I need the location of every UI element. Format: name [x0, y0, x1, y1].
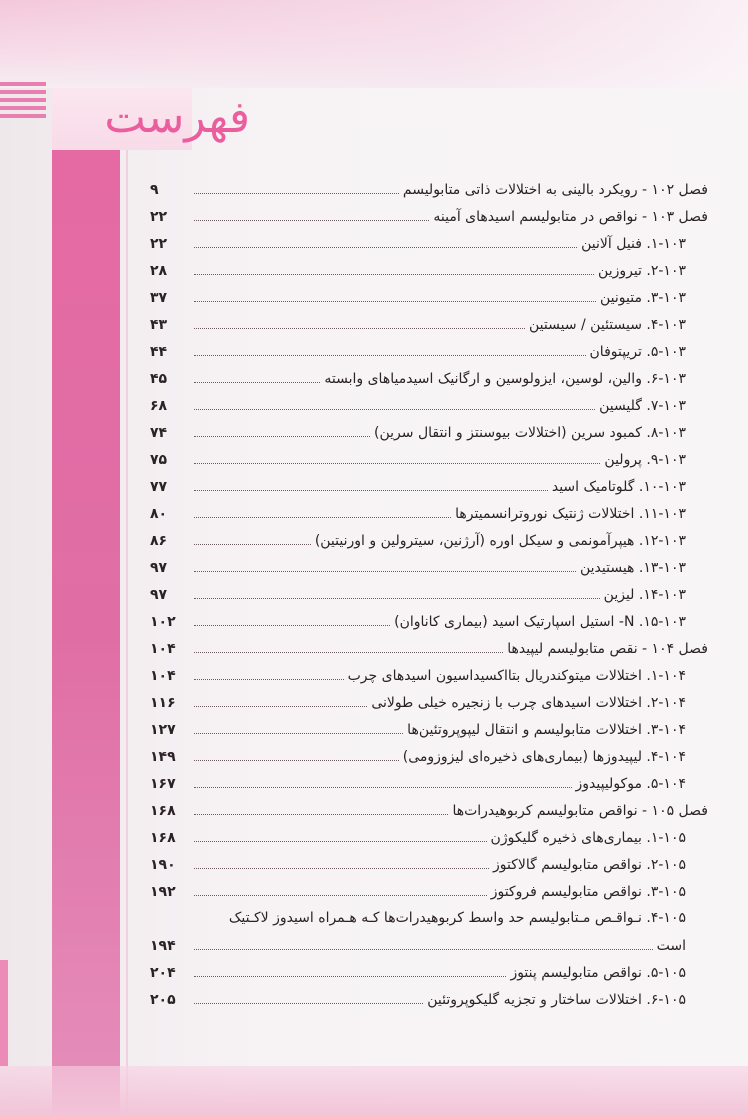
- toc-entry-label: ۱۱-۱۰۳. اختلالات ژنتیک نوروترانسمیترها: [455, 505, 686, 522]
- toc-entry-label: فصل ۱۰۲ - رویکرد بالینی به اختلالات ذاتی متابولیسم: [402, 181, 708, 198]
- toc-entry[interactable]: [150, 176, 708, 203]
- toc-entry-page: ۶۸: [150, 397, 168, 414]
- dot-leader: [194, 1003, 423, 1004]
- toc-entry-label: فصل ۱۰۳ - نواقص در متابولیسم اسیدهای آمینه: [433, 208, 708, 225]
- toc-entry[interactable]: [150, 446, 708, 473]
- toc-entry[interactable]: [150, 662, 708, 689]
- dot-leader: [194, 949, 653, 950]
- toc-entry-label: ۴-۱۰۳. سیستئین / سیستین: [529, 316, 686, 333]
- toc-entry[interactable]: [150, 743, 708, 770]
- toc-entry-page: ۲۲: [150, 208, 168, 225]
- dot-leader: [194, 976, 506, 977]
- page-title: فهرست: [104, 92, 250, 143]
- toc-entry-page: ۱۰۴: [150, 667, 176, 684]
- dot-leader: [194, 706, 367, 707]
- toc-entry-page: ۷۵: [150, 451, 168, 468]
- toc-entry[interactable]: [150, 824, 708, 851]
- dot-leader: [194, 463, 600, 464]
- toc-entry-page: ۱۱۶: [150, 694, 176, 711]
- toc-entry[interactable]: [150, 689, 708, 716]
- dot-leader: [194, 787, 572, 788]
- dot-leader: [194, 274, 594, 275]
- toc-entry-page: ۳۷: [150, 289, 168, 306]
- dot-leader: [194, 490, 548, 491]
- side-bar: [52, 150, 120, 1116]
- dot-leader: [194, 598, 600, 599]
- decorative-stripes: [0, 82, 46, 124]
- toc-entry-label: ۳-۱۰۵. نواقص متابولیسم فروکتوز: [490, 883, 686, 900]
- toc-entry[interactable]: [150, 230, 708, 257]
- toc-entry-page: ۲۸: [150, 262, 168, 279]
- toc-entry-page: ۲۰۵: [150, 991, 176, 1008]
- toc-entry-page: ۷۷: [150, 478, 168, 495]
- toc-entry-label: ۴-۱۰۴. لیپیدوزها (بیماری‌های ذخیره‌ای لیزوزومی): [402, 748, 686, 765]
- toc-entry-label: ۱-۱۰۴. اختلالات میتوکندریال بتااکسیداسیون اسیدهای چرب: [347, 667, 686, 684]
- toc-entry-label: ۲-۱۰۵. نواقص متابولیسم گالاکتوز: [492, 856, 686, 873]
- toc-entry-label: ۱۳-۱۰۳. هیستیدین: [579, 559, 686, 576]
- toc-entry-page: ۹۷: [150, 586, 168, 603]
- toc-entry[interactable]: [150, 878, 708, 905]
- toc-entry[interactable]: [150, 986, 708, 1013]
- toc-entry-page: ۱۶۸: [150, 829, 176, 846]
- toc-entry-label: ۲-۱۰۴. اختلالات اسیدهای چرب با زنجیره خیلی طولانی: [371, 694, 686, 711]
- dot-leader: [194, 895, 487, 896]
- dot-leader: [194, 760, 399, 761]
- dot-leader: [194, 733, 403, 734]
- toc-entry[interactable]: [150, 419, 708, 446]
- dot-leader: [194, 868, 489, 869]
- toc-entry-label: ۴-۱۰۵. نـواقـص مـتابولیسم حد واسط کربوهیدرات‌ها کـه هـمراه اسیدوز لاکـتیک: [228, 910, 686, 926]
- toc-entry[interactable]: [150, 554, 708, 581]
- toc-entry[interactable]: [150, 851, 708, 878]
- toc-entry[interactable]: [150, 500, 708, 527]
- toc-entry-label: ۷-۱۰۳. گلیسین: [599, 397, 686, 414]
- dot-leader: [194, 328, 525, 329]
- dot-leader: [194, 436, 370, 437]
- dot-leader: [194, 247, 577, 248]
- toc-entry[interactable]: [150, 959, 708, 986]
- dot-leader: [194, 652, 503, 653]
- toc-entry[interactable]: [150, 527, 708, 554]
- toc-entry-label-continued: است: [656, 937, 686, 954]
- dot-leader: [194, 301, 596, 302]
- dot-leader: [194, 841, 487, 842]
- toc-entry-label: فصل ۱۰۴ - نقص متابولیسم لیپیدها: [507, 640, 708, 657]
- footer-band: [0, 1066, 748, 1116]
- dot-leader: [194, 355, 586, 356]
- toc-entry-page: ۱۹۲: [150, 883, 176, 900]
- dot-leader: [194, 382, 320, 383]
- toc-entry-page: ۴۴: [150, 343, 168, 360]
- dot-leader: [194, 814, 448, 815]
- toc-entry-page: ۱۲۷: [150, 721, 176, 738]
- toc-entry[interactable]: [150, 338, 708, 365]
- toc-entry[interactable]: [150, 797, 708, 824]
- page-edge: [126, 150, 128, 1116]
- toc-entry-page: ۹۷: [150, 559, 168, 576]
- toc-entry-label: ۹-۱۰۳. پرولین: [604, 451, 686, 468]
- toc-entry-label: ۱-۱۰۳. فنیل آلانین: [581, 235, 686, 252]
- dot-leader: [194, 517, 451, 518]
- toc-entry-page: ۱۶۷: [150, 775, 176, 792]
- dot-leader: [194, 571, 576, 572]
- toc-entry[interactable]: [150, 770, 708, 797]
- toc-entry[interactable]: [150, 365, 708, 392]
- toc-entry-label: ۲-۱۰۳. تیروزین: [598, 262, 686, 279]
- toc-entry-page: ۷۴: [150, 424, 168, 441]
- toc-entry-label: ۱۵-۱۰۳. N- استیل اسپارتیک اسید (بیماری کاناوان): [394, 613, 686, 630]
- toc-entry-label: فصل ۱۰۵ - نواقص متابولیسم کربوهیدرات‌ها: [452, 802, 708, 819]
- toc-entry[interactable]: [150, 905, 708, 959]
- toc-entry-page: ۸۶: [150, 532, 168, 549]
- toc-entry-page: ۱۶۸: [150, 802, 176, 819]
- toc-entry-label: ۳-۱۰۴. اختلالات متابولیسم و انتقال لیپوپروتئین‌ها: [407, 721, 686, 738]
- toc-entry[interactable]: [150, 284, 708, 311]
- toc-entry[interactable]: [150, 392, 708, 419]
- toc-entry-page: ۲۰۴: [150, 964, 176, 981]
- toc-entry[interactable]: [150, 608, 708, 635]
- toc-entry-label: ۱-۱۰۵. بیماری‌های ذخیره گلیکوژن: [490, 829, 686, 846]
- toc-entry[interactable]: [150, 635, 708, 662]
- toc-entry-label: ۱۰-۱۰۳. گلوتامیک اسید: [551, 478, 686, 495]
- toc-entry-page: ۱۴۹: [150, 748, 176, 765]
- toc-entry-label: ۵-۱۰۵. نواقص متابولیسم پنتوز: [510, 964, 686, 981]
- toc-entry-page: ۱۹۰: [150, 856, 176, 873]
- toc-entry-page: ۱۰۲: [150, 613, 176, 630]
- dot-leader: [194, 544, 311, 545]
- toc-entry-label: ۳-۱۰۳. متیونین: [600, 289, 686, 306]
- toc-entry-label: ۵-۱۰۴. موکولیپیدوز: [575, 775, 686, 792]
- toc-entry-label: ۱۴-۱۰۳. لیزین: [603, 586, 686, 603]
- toc-entry-page: ۱۹۴: [150, 937, 176, 954]
- toc-entry[interactable]: [150, 581, 708, 608]
- toc-entry[interactable]: [150, 473, 708, 500]
- dot-leader: [194, 625, 390, 626]
- toc-entry-label: ۸-۱۰۳. کمبود سرین (اختلالات بیوسنتز و انتقال سرین): [374, 424, 686, 441]
- toc-entry-label: ۶-۱۰۵. اختلالات ساختار و تجزیه گلیکوپروتئین: [427, 991, 686, 1008]
- table-of-contents: [150, 176, 708, 1013]
- header-band-fade: [0, 0, 748, 88]
- toc-entry-page: ۸۰: [150, 505, 168, 522]
- toc-entry-label: ۱۲-۱۰۳. هیپرآمونمی و سیکل اوره (آرژنین، سیترولین و اورنیتین): [314, 532, 686, 549]
- toc-entry[interactable]: [150, 203, 708, 230]
- dot-leader: [194, 679, 344, 680]
- toc-entry-page: ۹: [150, 181, 159, 198]
- toc-entry[interactable]: [150, 257, 708, 284]
- toc-entry-page: ۴۵: [150, 370, 168, 387]
- toc-entry-page: ۱۰۴: [150, 640, 176, 657]
- left-strip: [0, 960, 8, 1066]
- toc-entry-page: ۲۲: [150, 235, 168, 252]
- dot-leader: [194, 220, 429, 221]
- dot-leader: [194, 409, 595, 410]
- toc-entry[interactable]: [150, 311, 708, 338]
- toc-entry-label: ۵-۱۰۳. تریپتوفان: [589, 343, 686, 360]
- dot-leader: [194, 193, 399, 194]
- toc-entry-label: ۶-۱۰۳. والین، لوسین، ایزولوسین و ارگانیک اسیدمیاهای وابسته: [324, 370, 686, 387]
- toc-entry-page: ۴۳: [150, 316, 168, 333]
- toc-entry[interactable]: [150, 716, 708, 743]
